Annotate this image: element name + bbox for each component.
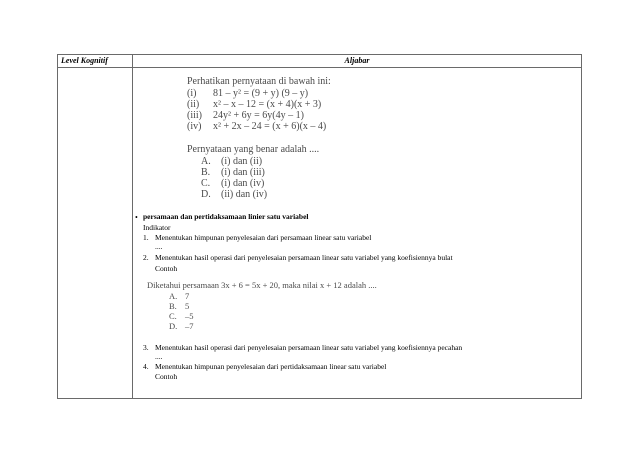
option-d-text: (ii) dan (iv) — [221, 189, 268, 200]
option-c-text: (i) dan (iv) — [221, 178, 265, 189]
header-aljabar: Aljabar — [344, 56, 370, 65]
header-level-kognitif: Level Kognitif — [61, 56, 108, 65]
option-b-letter: B. — [201, 167, 211, 178]
question-2-image — [147, 280, 407, 332]
item-4-num: 4. — [143, 362, 149, 371]
item-3-text: Menentukan hasil operasi dari penyelesaian persamaan linear satu variabel yang koefisiennya pecahan — [155, 343, 463, 352]
bullet-icon: • — [135, 213, 138, 222]
statement-4-num: (iv) — [187, 121, 202, 132]
item-1-continuation: .... — [155, 242, 163, 251]
option-a-letter: A. — [201, 156, 211, 167]
question-2-stem: Diketahui persamaan 3x + 6 = 5x + 20, maka nilai x + 12 adalah .... — [147, 280, 377, 290]
statement-3-num: (iii) — [187, 110, 202, 121]
statement-4-text: x² + 2x – 24 = (x + 6)(x – 4) — [213, 121, 327, 132]
q2-option-d-text: –7 — [185, 321, 194, 331]
q2-option-a-text: 7 — [185, 291, 190, 301]
option-b-text: (i) dan (iii) — [221, 167, 265, 178]
item-2-num: 2. — [143, 253, 149, 262]
question-1-image — [187, 76, 377, 200]
q2-option-c-letter: C. — [169, 311, 177, 321]
option-a-text: (i) dan (ii) — [221, 156, 263, 167]
section-title: persamaan dan pertidaksamaan linier satu variabel — [143, 212, 309, 221]
q2-option-c-text: –5 — [185, 311, 194, 321]
item-1-text: Menentukan himpunan penyelesaian dari persamaan linear satu variabel — [155, 233, 372, 242]
item-1-num: 1. — [143, 233, 149, 242]
item-3-continuation: .... — [155, 352, 163, 361]
statement-1-text: 81 – y² = (9 + y) (9 – y) — [213, 88, 309, 99]
q2-option-b-text: 5 — [185, 301, 190, 311]
column-divider — [132, 55, 133, 398]
question-1-prompt: Pernyataan yang benar adalah .... — [187, 144, 320, 155]
indikator-label: Indikator — [143, 223, 171, 232]
option-c-letter: C. — [201, 178, 211, 189]
item-2-text: Menentukan hasil operasi dari penyelesaian persamaan linear satu variabel yang koefisiennya bulat — [155, 253, 453, 262]
q2-option-d-letter: D. — [169, 321, 178, 331]
q2-option-a-letter: A. — [169, 291, 178, 301]
q2-option-b-letter: B. — [169, 301, 177, 311]
item-4-contoh: Contoh — [155, 372, 178, 381]
item-3-num: 3. — [143, 343, 149, 352]
statement-2-num: (ii) — [187, 99, 200, 110]
table-header-row — [58, 55, 581, 68]
option-d-letter: D. — [201, 189, 211, 200]
statement-3-text: 24y² + 6y = 6y(4y – 1) — [213, 110, 304, 121]
item-4-text: Menentukan himpunan penyelesaian dari pertidaksamaan linear satu variabel — [155, 362, 387, 371]
statement-1-num: (i) — [187, 88, 197, 99]
question-1-intro: Perhatikan pernyataan di bawah ini: — [187, 76, 331, 87]
statement-2-text: x² – x – 12 = (x + 4)(x + 3) — [213, 99, 322, 110]
item-2-contoh: Contoh — [155, 264, 178, 273]
